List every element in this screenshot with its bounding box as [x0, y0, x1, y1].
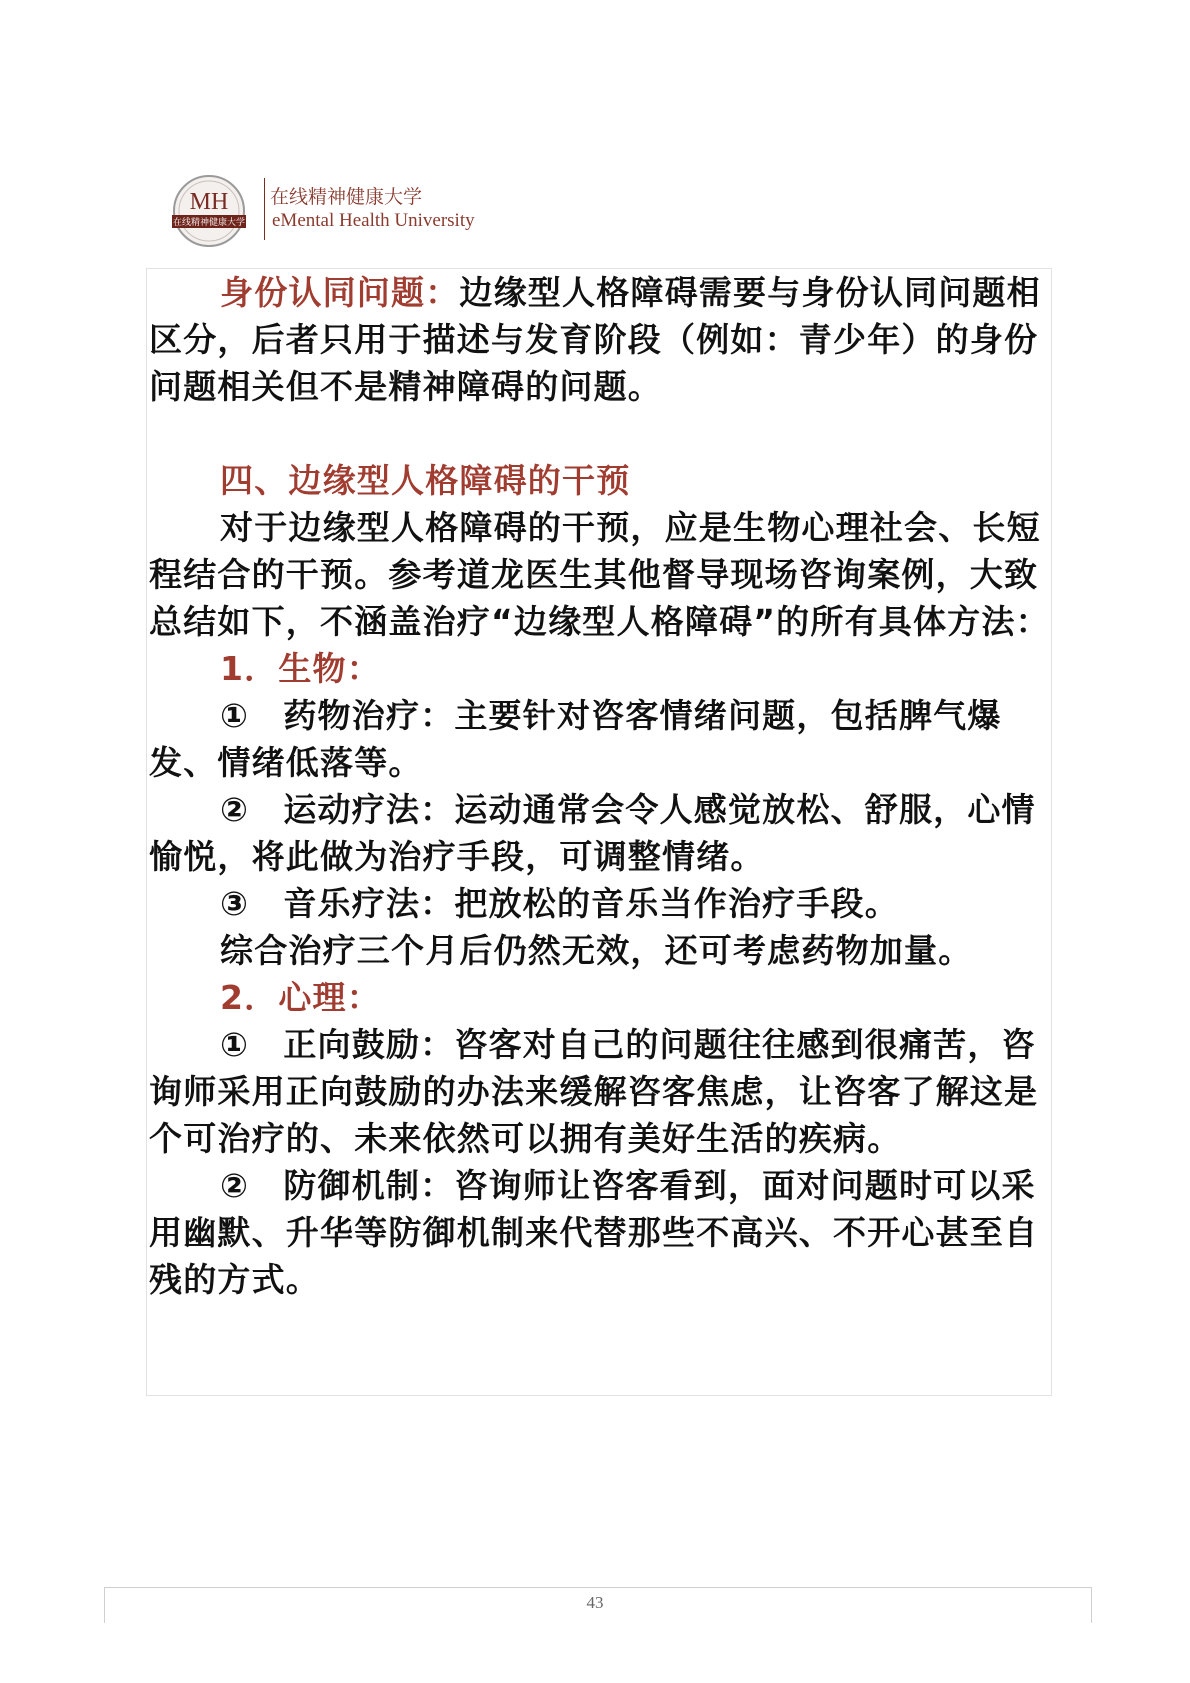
list-item-medication: ① 药物治疗：主要针对咨客情绪问题，包括脾气爆发、情绪低落等。 — [149, 696, 1002, 782]
list-item-music: ③ 音乐疗法：把放松的音乐当作治疗手段。 — [220, 884, 899, 923]
header — [172, 172, 672, 252]
subheading-biological: 1．生物： — [220, 649, 381, 688]
university-name-en: eMental Health University — [272, 210, 475, 231]
subheading-psychological: 2．心理： — [220, 978, 381, 1017]
list-item-encouragement: ① 正向鼓励：咨客对自己的问题往往感到很痛苦，咨询师采用正向鼓励的办法来缓解咨客焦虑，让咨客了解这是个可治疗的、未来依然可以拥有美好生活的疾病。 — [149, 1025, 1039, 1158]
footer-rule — [104, 1587, 1092, 1588]
logo-divider — [264, 178, 265, 240]
identity-text: 边缘型人格障碍需要与身份认同问题相区分，后者只用于描述与发育阶段（例如：青少年）的身份问题相关但不是精神障碍的问题。 — [149, 273, 1041, 406]
page-number: 43 — [586, 1593, 604, 1612]
university-name-cn: 在线精神健康大学 — [270, 186, 423, 208]
list-item-exercise: ② 运动疗法：运动通常会令人感觉放松、舒服，心情愉悦，将此做为治疗手段，可调整情绪。 — [149, 790, 1036, 876]
identity-heading: 身份认同问题： — [220, 273, 460, 312]
list-item-defense: ② 防御机制：咨询师让咨客看到，面对问题时可以采用幽默、升华等防御机制来代替那些不高兴、不开心甚至自残的方式。 — [149, 1166, 1039, 1299]
logo-ribbon-text: 在线精神健康大学 — [172, 218, 246, 228]
university-logo-seal — [172, 174, 246, 248]
logo-mark-text: MH — [189, 189, 229, 215]
body-text — [147, 269, 1053, 1303]
section-title: 四、边缘型人格障碍的干预 — [220, 461, 631, 500]
summary-paragraph: 综合治疗三个月后仍然无效，还可考虑药物加量。 — [220, 931, 973, 970]
spacer — [147, 410, 1053, 457]
paragraph-identity — [147, 269, 1053, 410]
content-box — [146, 268, 1052, 1396]
intro-paragraph: 对于边缘型人格障碍的干预，应是生物心理社会、长短程结合的干预。参考道龙医生其他督导现场咨询案例，大致总结如下，不涵盖治疗“边缘型人格障碍”的所有具体方法： — [149, 508, 1050, 641]
